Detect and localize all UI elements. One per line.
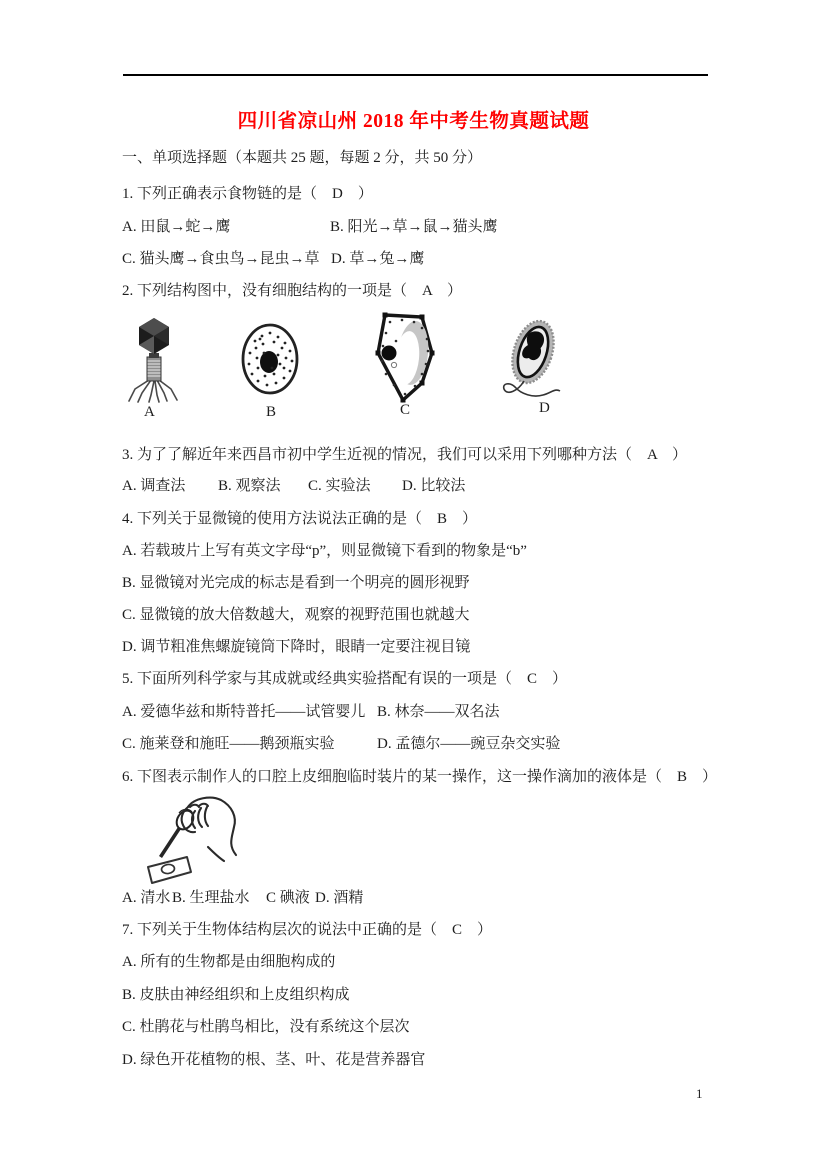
q5-option-d: D. 孟德尔——豌豆杂交实验 (377, 736, 561, 752)
bacterium-figure (504, 316, 561, 396)
q4-option-b: B. 显微镜对光完成的标志是看到一个明亮的圆形视野 (122, 575, 470, 591)
q6-option-a: A. 清水 (122, 890, 171, 906)
q1-option-d: D. 草→兔→鹰 (331, 251, 425, 267)
hand-outline (182, 798, 236, 861)
q1-option-b: B. 阳光→草→鼠→猫头鹰 (330, 219, 498, 235)
q7-stem: 7. 下列关于生物体结构层次的说法中正确的是（ C ） (122, 922, 493, 938)
q4-option-c: C. 显微镜的放大倍数越大，观察的视野范围也就越大 (122, 607, 470, 623)
q7-option-d: D. 绿色开花植物的根、茎、叶、花是营养器官 (122, 1052, 426, 1068)
q1-option-c: C. 猫头鹰→食虫鸟→昆虫→草 (122, 251, 320, 267)
q4-stem: 4. 下列关于显微镜的使用方法说法正确的是（ B ） (122, 511, 478, 527)
bacteriophage-virus-figure (129, 318, 177, 402)
animal-cell-figure (243, 325, 297, 393)
q3-option-c: C. 实验法 (308, 478, 371, 494)
q4-option-d: D. 调节粗准焦螺旋镜筒下降时，眼睛一定要注视目镜 (122, 639, 471, 655)
q7-option-a: A. 所有的生物都是由细胞构成的 (122, 954, 336, 970)
q5-option-c: C. 施莱登和施旺——鹅颈瓶实验 (122, 736, 335, 752)
q6-option-b: B. 生理盐水 (172, 890, 250, 906)
plant-cell-figure (376, 313, 435, 403)
q3-option-d: D. 比较法 (402, 478, 466, 494)
q5-option-a: A. 爱德华兹和斯特普托——试管婴儿 (122, 704, 366, 720)
q4-option-a: A. 若载玻片上写有英文字母“p”，则显微镜下看到的物象是“b” (122, 543, 527, 559)
glass-slide (148, 857, 191, 883)
dropper-hand-figure (138, 795, 243, 887)
q3-option-b: B. 观察法 (218, 478, 281, 494)
q5-stem: 5. 下面所列科学家与其成就或经典实验搭配有误的一项是（ C ） (122, 671, 568, 687)
flagellum (504, 381, 560, 396)
document-title: 四川省凉山州 2018 年中考生物真题试题 (237, 111, 590, 132)
cell-structure-diagrams-figure (122, 306, 572, 404)
figure1-label-c: C (400, 402, 411, 418)
figure1-label-b: B (266, 404, 277, 420)
figure1-label-d: D (539, 400, 550, 416)
q6-option-d: D. 酒精 (315, 890, 364, 906)
header-rule (123, 74, 708, 76)
figure1-label-a: A (144, 404, 155, 420)
q6-option-c: C 碘液 (266, 890, 310, 906)
q6-stem: 6. 下图表示制作人的口腔上皮细胞临时装片的某一操作，这一操作滴加的液体是（ B ） (122, 769, 718, 785)
page-number: 1 (696, 1086, 703, 1101)
q1-stem: 1. 下列正确表示食物链的是（ D ） (122, 186, 373, 202)
q7-option-b: B. 皮肤由神经组织和上皮组织构成 (122, 987, 350, 1003)
q1-option-a: A. 田鼠→蛇→鹰 (122, 219, 231, 235)
section-heading: 一、单项选择题（本题共 25 题，每题 2 分，共 50 分） (122, 150, 483, 166)
q5-option-b: B. 林奈——双名法 (377, 704, 500, 720)
q2-stem: 2. 下列结构图中，没有细胞结构的一项是（ A ） (122, 283, 463, 299)
q7-option-c: C. 杜鹃花与杜鹃鸟相比，没有系统这个层次 (122, 1019, 410, 1035)
q3-option-a: A. 调查法 (122, 478, 186, 494)
q3-stem: 3. 为了了解近年来西昌市初中学生近视的情况，我们可以采用下列哪种方法（ A ） (122, 447, 688, 463)
